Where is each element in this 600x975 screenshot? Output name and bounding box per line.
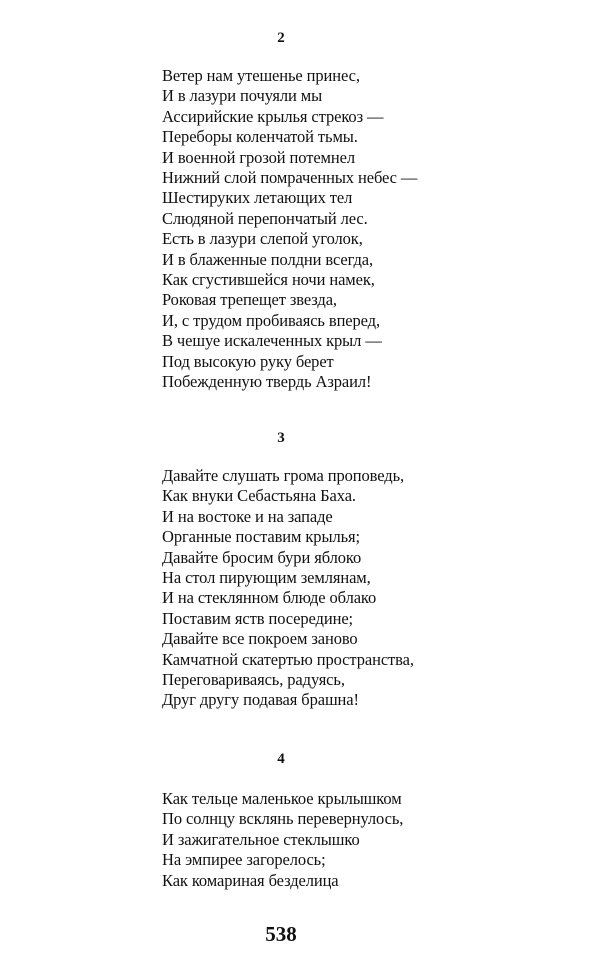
- verse-line: Камчатной скатертью пространства,: [162, 649, 414, 669]
- verse-line: Давайте слушать грома проповедь,: [162, 466, 405, 485]
- stanza-4: [162, 789, 403, 891]
- verse-line: В чешуе искалеченных крыл —: [162, 331, 382, 351]
- verse-line: И на востоке и на западе: [162, 506, 333, 526]
- verse-line: И в лазури почуяли мы: [162, 86, 323, 106]
- verse-line: Как комариная безделица: [162, 870, 339, 890]
- verse-line: Роковая трепещет звезда,: [162, 290, 337, 310]
- verse-line: Переговариваясь, радуясь,: [162, 670, 345, 690]
- section-number-3: 3: [277, 430, 285, 446]
- verse-line: Друг другу подавая брашна!: [162, 690, 359, 710]
- verse-line: Ассирийские крылья стрекоз —: [162, 106, 384, 126]
- verse-line: Шестируких летающих тел: [162, 188, 353, 208]
- verse-line: Побежденную твердь Азраил!: [162, 372, 372, 392]
- verse-line: На эмпирее загорелось;: [162, 850, 326, 870]
- verse-line: Под высокую руку берет: [162, 351, 334, 371]
- verse-line: И, с трудом пробиваясь вперед,: [162, 310, 381, 330]
- verse-line: И военной грозой потемнел: [162, 147, 355, 167]
- verse-line: И на стеклянном блюде облако: [162, 588, 377, 608]
- section-number-4: 4: [277, 751, 285, 767]
- verse-line: По солнцу всклянь перевернулось,: [162, 809, 404, 829]
- section-number-2: 2: [277, 30, 285, 46]
- page-number: 538: [265, 922, 297, 946]
- verse-line: Переборы коленчатой тьмы.: [162, 127, 358, 147]
- verse-line: И в блаженные полдни всегда,: [162, 249, 374, 269]
- stanza-2: [162, 66, 417, 393]
- verse-line: Поставим яств посередине;: [162, 608, 354, 628]
- verse-line: Есть в лазури слепой уголок,: [162, 229, 363, 249]
- verse-line: Органные поставим крылья;: [162, 527, 360, 547]
- verse-line: Нижний слой помраченных небес —: [162, 168, 418, 188]
- verse-line: Слюдяной перепончатый лес.: [162, 208, 368, 228]
- verse-line: Давайте все покроем заново: [162, 629, 358, 649]
- verse-line: На стол пирующим землянам,: [162, 568, 371, 588]
- verse-line: И зажигательное стеклышко: [162, 829, 360, 849]
- verse-line: Ветер нам утешенье принес,: [162, 66, 360, 85]
- verse-line: Давайте бросим бури яблоко: [162, 547, 362, 567]
- stanza-3: [162, 466, 414, 711]
- verse-line: Как внуки Себастьяна Баха.: [162, 486, 356, 506]
- verse-line: Как тельце маленькое крылышком: [162, 789, 402, 808]
- verse-line: Как сгустившейся ночи намек,: [162, 270, 375, 290]
